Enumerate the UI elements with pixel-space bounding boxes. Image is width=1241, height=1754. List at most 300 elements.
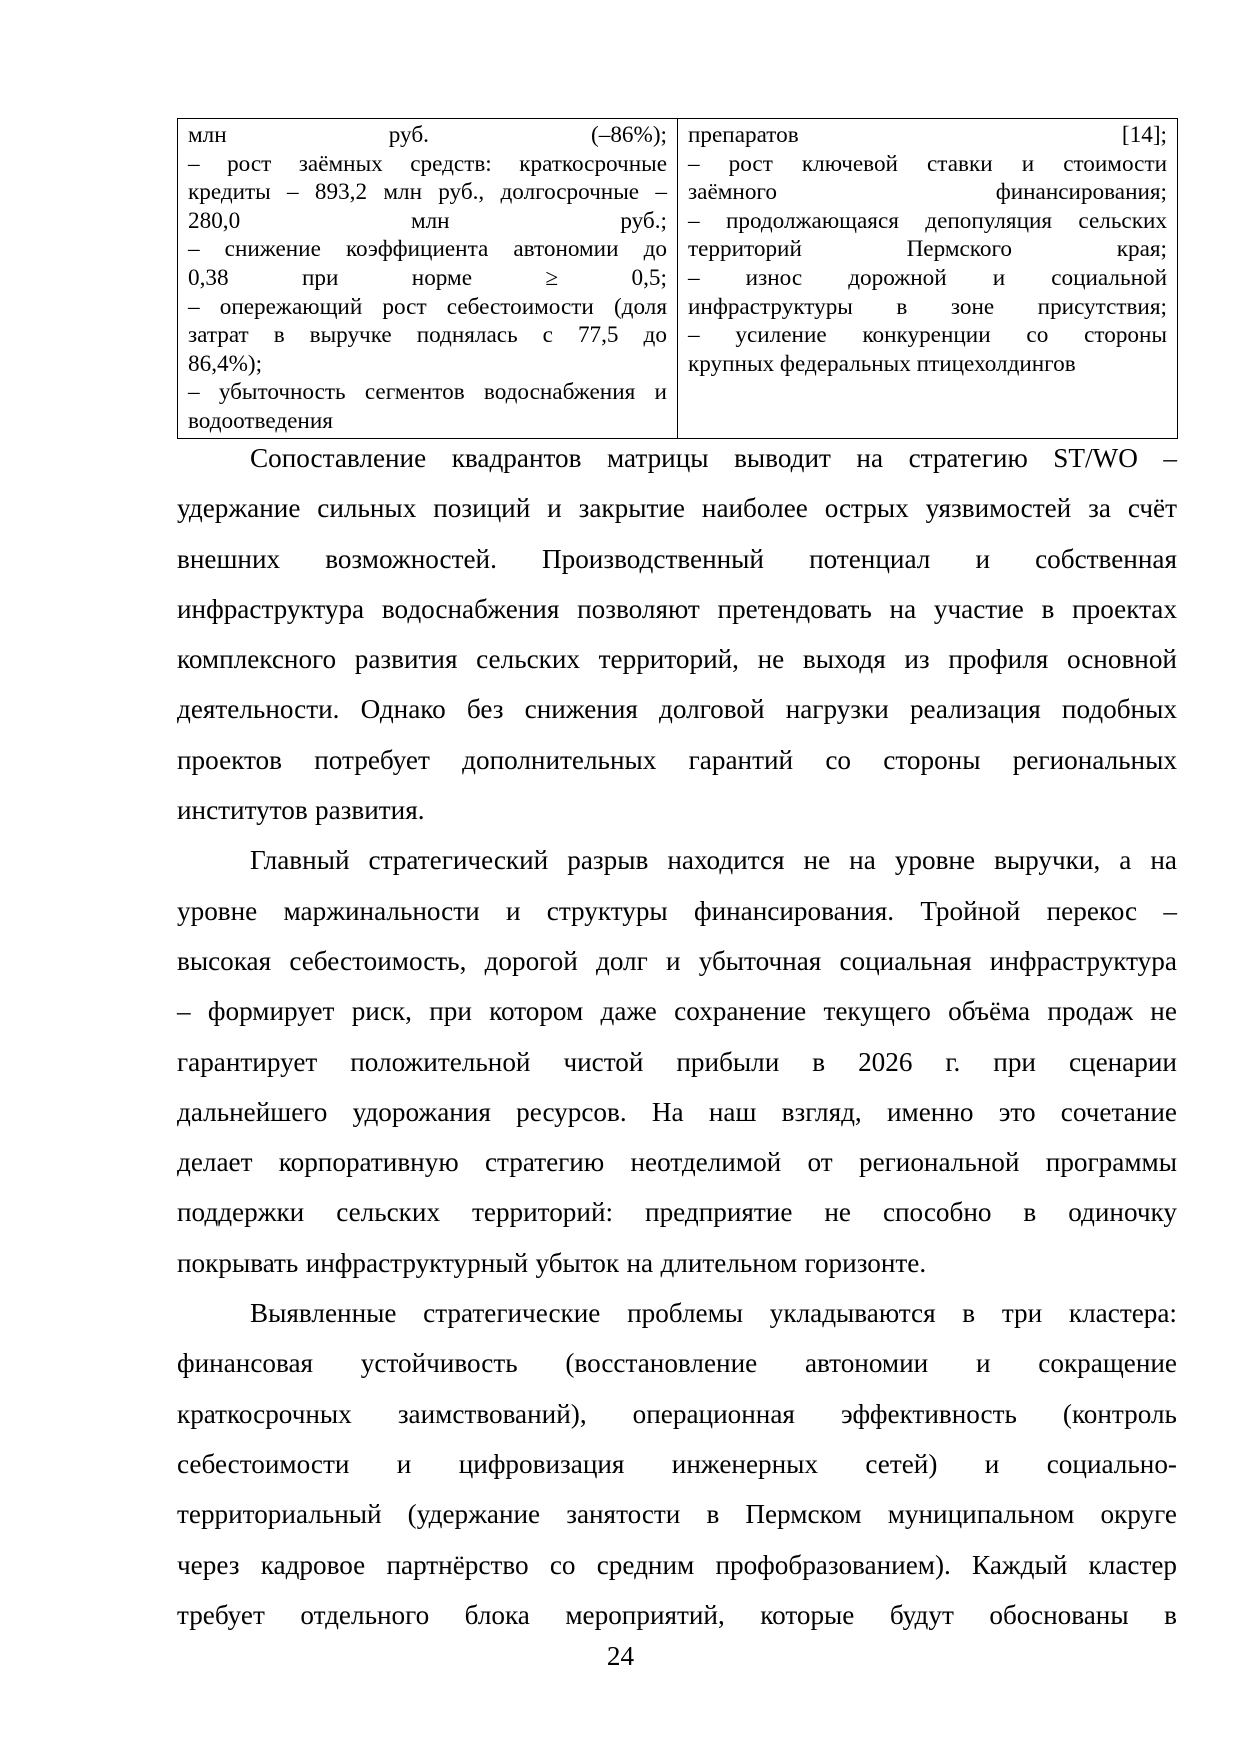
- text-line: [177, 886, 1177, 936]
- word: устойчивость: [360, 1348, 518, 1379]
- word: претендовать: [717, 593, 872, 624]
- word: не: [803, 845, 831, 876]
- word: разрыв: [567, 845, 649, 876]
- word: одиночку: [1068, 1197, 1177, 1228]
- word: потребует: [314, 744, 430, 775]
- word: руб.;: [620, 207, 667, 234]
- word: острых: [824, 493, 909, 524]
- text-line: [177, 735, 1177, 785]
- word: убыток: [535, 1247, 620, 1278]
- text-line: [177, 1439, 1177, 1489]
- word: присутствия;: [1037, 293, 1167, 320]
- word: блока: [464, 1599, 530, 1630]
- word: и: [654, 379, 667, 406]
- text-line: [177, 1489, 1177, 1539]
- threats-list: [688, 121, 1167, 378]
- word: укладываются: [769, 1298, 936, 1329]
- table-cell-line: [688, 293, 1167, 322]
- word: проектах: [1072, 593, 1177, 624]
- text-line: [177, 1037, 1177, 1087]
- page-number: 24: [606, 1641, 635, 1671]
- word: внешних: [177, 543, 281, 574]
- body-text: [177, 433, 1177, 1640]
- word: Главный: [250, 845, 350, 876]
- word: социальная: [839, 945, 972, 976]
- table-cell-line: [688, 150, 1167, 179]
- word: горизонте.: [804, 1247, 927, 1278]
- word: водоснабжения: [381, 593, 560, 624]
- word: участие: [933, 593, 1024, 624]
- word: 2026: [858, 1046, 913, 1077]
- word: институтов: [177, 795, 308, 826]
- word: снижение: [224, 236, 321, 263]
- word: инфраструктурный: [305, 1247, 529, 1278]
- word: дополнительных: [462, 744, 657, 775]
- word: и: [505, 895, 521, 926]
- word: финансовая: [177, 1348, 314, 1379]
- word: сценарии: [1068, 1046, 1177, 1077]
- word: взгляд,: [781, 1096, 862, 1127]
- word: кластер: [1088, 1549, 1177, 1580]
- table-cell-line: [188, 378, 667, 407]
- word: млн: [188, 122, 227, 148]
- word: –: [688, 150, 700, 177]
- word: структуры: [546, 895, 668, 926]
- word: программы: [1045, 1147, 1177, 1178]
- word: поддержки: [177, 1197, 305, 1228]
- word: за: [1088, 493, 1111, 524]
- word: водоснабжения: [483, 379, 636, 406]
- weaknesses-list: [188, 121, 667, 436]
- word: 893,2: [314, 179, 368, 206]
- word: дорогой: [484, 945, 578, 976]
- table-cell-line: [188, 407, 667, 436]
- text-line: [177, 584, 1177, 634]
- word: Тройной: [920, 895, 1021, 926]
- word: –: [1163, 443, 1177, 473]
- word: коэффициента: [345, 236, 489, 263]
- word: цифровизация: [458, 1448, 625, 1479]
- word: на: [849, 845, 876, 876]
- word: со: [549, 1549, 576, 1580]
- word: финансирования.: [693, 895, 895, 926]
- word: стратегию: [908, 443, 1028, 473]
- word: профиля: [948, 644, 1049, 675]
- word: На: [651, 1096, 684, 1127]
- word: 86,4%);: [188, 350, 263, 377]
- word: Сопоставление: [250, 443, 427, 473]
- word: убыточная: [698, 945, 822, 976]
- word: через: [177, 1549, 240, 1580]
- word: –: [688, 207, 700, 234]
- word: уровне: [894, 845, 976, 876]
- word: из: [904, 644, 930, 675]
- word: кредиты: [188, 179, 271, 206]
- word: млн: [410, 207, 450, 234]
- word: 0,38: [188, 264, 229, 291]
- word: территорий,: [598, 644, 739, 675]
- text-line: [177, 986, 1177, 1036]
- word: сильных: [317, 493, 417, 524]
- word: зоне: [950, 293, 995, 320]
- word: неотделимой: [630, 1147, 782, 1178]
- word: и: [975, 1348, 991, 1379]
- word: будут: [889, 1599, 954, 1630]
- table-cell-line: [688, 207, 1167, 236]
- word: стратегические: [423, 1298, 601, 1329]
- word: матрицы: [606, 443, 709, 473]
- word: уязвимостей: [925, 493, 1072, 524]
- word: способно: [882, 1197, 992, 1228]
- word: котором: [489, 996, 584, 1027]
- word: и: [975, 543, 990, 574]
- word: выводит: [734, 443, 831, 473]
- word: рост: [728, 150, 773, 177]
- word: стороны: [883, 744, 981, 775]
- text-line: [177, 835, 1177, 885]
- word: инфраструктура: [989, 945, 1177, 976]
- word: кадровое: [260, 1549, 366, 1580]
- word: объёма: [948, 996, 1031, 1027]
- word: 0,5;: [631, 264, 667, 291]
- word: обоснованы: [989, 1599, 1129, 1630]
- table-cell-threats: [678, 119, 1178, 439]
- word: –: [287, 179, 299, 206]
- word: выручке: [309, 322, 392, 349]
- word: делает: [177, 1147, 253, 1178]
- word: заёмных: [298, 150, 383, 177]
- table-cell-line: [188, 321, 667, 350]
- word: ≥: [545, 264, 559, 291]
- word: ST/WO: [1053, 443, 1138, 473]
- paragraph: [177, 1288, 1177, 1640]
- word: заёмного: [688, 179, 777, 206]
- word: мероприятий,: [565, 1599, 725, 1630]
- text-line: [177, 1590, 1177, 1640]
- word: при: [993, 1046, 1036, 1077]
- word: наш: [708, 1096, 757, 1127]
- word: инженерных: [671, 1448, 819, 1479]
- word: (удержание: [407, 1499, 541, 1530]
- word: –: [1163, 895, 1177, 926]
- word: усиление: [735, 322, 827, 349]
- word: три: [1001, 1298, 1043, 1329]
- word: млн: [383, 179, 422, 206]
- word: подобных: [1061, 694, 1177, 725]
- word: опережающий: [219, 293, 363, 320]
- word: выручки,: [994, 845, 1101, 876]
- word: при: [429, 996, 472, 1027]
- text-line: [177, 1540, 1177, 1590]
- word: средним: [596, 1549, 695, 1580]
- table-row: [178, 119, 1178, 439]
- table-cell-line: [188, 150, 667, 179]
- word: норме: [411, 264, 472, 291]
- word: со: [825, 744, 852, 775]
- word: корпоративную: [278, 1147, 459, 1178]
- word: автономии: [513, 236, 619, 263]
- paragraph: [177, 835, 1177, 1288]
- text-line: [177, 684, 1177, 734]
- word: при: [301, 264, 339, 291]
- word: рост: [227, 150, 272, 177]
- word: средств:: [410, 150, 492, 177]
- word: территорий:: [472, 1197, 614, 1228]
- word: водоотведения: [188, 407, 333, 434]
- word: эффективность: [840, 1398, 1017, 1429]
- word: (доля: [613, 293, 667, 320]
- word: убыточность: [218, 379, 346, 406]
- word: в: [273, 322, 285, 349]
- word: в: [962, 1298, 976, 1329]
- table-cell-line: [688, 235, 1167, 264]
- text-line: [177, 1238, 1177, 1288]
- word: не: [757, 644, 785, 675]
- word: (–86%);: [591, 122, 667, 148]
- word: потенциал: [809, 543, 931, 574]
- word: затрат: [188, 322, 249, 349]
- word: отдельного: [300, 1599, 430, 1630]
- word: поднялась: [416, 322, 518, 349]
- word: крупных федеральных птицехолдингов: [688, 350, 1076, 377]
- word: именно: [886, 1096, 974, 1127]
- word: стоимости: [1063, 150, 1167, 177]
- word: покрывать: [177, 1247, 299, 1278]
- word: в: [706, 1499, 720, 1530]
- word: выходя: [802, 644, 886, 675]
- word: [14];: [1121, 122, 1167, 148]
- word: –: [688, 322, 700, 349]
- word: находится: [667, 845, 785, 876]
- word: краткосрочные: [519, 150, 667, 177]
- word: в: [1164, 1599, 1177, 1630]
- word: конкуренции: [862, 322, 991, 349]
- word: социально-: [1046, 1448, 1177, 1479]
- word: сохранение: [674, 996, 807, 1027]
- word: продолжающаяся: [725, 207, 899, 234]
- word: до: [643, 322, 667, 349]
- word: проблемы: [627, 1298, 744, 1329]
- word: краткосрочных: [177, 1398, 352, 1429]
- word: 280,0: [188, 207, 241, 234]
- word: (восстановление: [565, 1348, 758, 1379]
- word: проектов: [177, 744, 282, 775]
- word: кластера:: [1068, 1298, 1177, 1329]
- word: заимствований),: [397, 1398, 587, 1429]
- word: в: [896, 293, 908, 320]
- word: закрытие: [578, 493, 685, 524]
- word: продаж: [1047, 996, 1134, 1027]
- text-line: [177, 534, 1177, 584]
- table-cell-line: [188, 178, 667, 207]
- text-line: [177, 1087, 1177, 1137]
- table-cell-line: [188, 207, 667, 236]
- table-cell-line: [188, 121, 667, 150]
- word: позиций: [433, 493, 531, 524]
- word: Однако: [360, 694, 446, 725]
- table-cell-line: [188, 350, 667, 379]
- text-line: [177, 1288, 1177, 1338]
- word: долговой: [659, 694, 765, 725]
- table-cell-line: [688, 121, 1167, 150]
- word: (контроль: [1062, 1398, 1177, 1429]
- word: износ: [745, 264, 803, 291]
- word: себестоимость,: [289, 945, 467, 976]
- table-cell-line: [188, 235, 667, 264]
- word: ключевой: [801, 150, 898, 177]
- text-line: [177, 634, 1177, 684]
- word: сельских: [1078, 207, 1167, 234]
- word: себестоимости: [446, 293, 594, 320]
- word: Каждый: [972, 1549, 1068, 1580]
- word: региональных: [1012, 744, 1177, 775]
- swot-table-continuation: [177, 118, 1178, 439]
- word: предприятие: [645, 1197, 793, 1228]
- word: на: [889, 593, 917, 624]
- word: Производственный: [541, 543, 764, 574]
- word: –: [177, 996, 191, 1027]
- text-line: [177, 1389, 1177, 1439]
- word: и: [992, 264, 1006, 291]
- word: –: [188, 379, 200, 406]
- word: не: [1150, 996, 1177, 1027]
- word: 77,5: [577, 322, 619, 349]
- table-cell-line: [688, 264, 1167, 293]
- word: –: [188, 236, 200, 263]
- word: деятельности.: [177, 694, 340, 725]
- word: сегментов: [364, 379, 465, 406]
- word: возможностей.: [325, 543, 497, 574]
- word: в: [812, 1046, 826, 1077]
- word: до: [643, 236, 667, 263]
- table-cell-line: [188, 293, 667, 322]
- word: нагрузки: [785, 694, 889, 725]
- table-cell-line: [688, 350, 1167, 379]
- word: дорожной: [848, 264, 947, 291]
- word: территорий: [688, 236, 802, 263]
- text-line: [177, 433, 1177, 483]
- table-cell-line: [688, 321, 1167, 350]
- word: г.: [945, 1046, 961, 1077]
- word: без: [466, 694, 504, 725]
- word: –: [188, 150, 200, 177]
- word: и: [547, 493, 562, 524]
- word: гарантий: [688, 744, 794, 775]
- paragraph: [177, 433, 1177, 835]
- word: долгосрочные: [500, 179, 640, 206]
- word: даже: [600, 996, 657, 1027]
- word: края;: [1116, 236, 1167, 263]
- word: Выявленные: [250, 1298, 397, 1329]
- word: квадрантов: [451, 443, 582, 473]
- word: инфраструктуры: [688, 293, 853, 320]
- text-line: [177, 483, 1177, 533]
- word: региональной: [858, 1147, 1020, 1178]
- word: длительном: [660, 1247, 798, 1278]
- word: комплексного: [177, 644, 337, 675]
- word: на: [626, 1247, 654, 1278]
- word: депопуляция: [925, 207, 1053, 234]
- word: стратегию: [484, 1147, 605, 1178]
- word: и: [1021, 150, 1035, 177]
- word: округе: [1100, 1499, 1177, 1530]
- word: препаратов: [688, 122, 799, 148]
- word: дальнейшего: [177, 1096, 328, 1127]
- word: счёт: [1127, 493, 1177, 524]
- table-cell-weaknesses: [178, 119, 678, 439]
- word: а: [1119, 845, 1132, 876]
- word: на: [1150, 845, 1177, 876]
- word: инфраструктура: [177, 593, 365, 624]
- word: с: [542, 322, 553, 349]
- word: –: [655, 179, 667, 206]
- word: удержание: [177, 493, 301, 524]
- word: не: [824, 1197, 851, 1228]
- word: Пермского: [906, 236, 1013, 263]
- word: сочетание: [1060, 1096, 1177, 1127]
- word: риск,: [351, 996, 412, 1027]
- word: маржинальности: [283, 895, 480, 926]
- word: чистой: [563, 1046, 644, 1077]
- word: рост: [382, 293, 427, 320]
- word: себестоимости: [177, 1448, 350, 1479]
- word: наиболее: [701, 493, 808, 524]
- word: территориальный: [177, 1499, 382, 1530]
- word: реализация: [909, 694, 1041, 725]
- word: и: [665, 945, 681, 976]
- text-line: [177, 1137, 1177, 1187]
- word: партнёрство: [386, 1549, 529, 1580]
- word: финансирования;: [995, 179, 1167, 206]
- word: сельских: [476, 644, 581, 675]
- word: на: [856, 443, 884, 473]
- word: уровне: [177, 895, 258, 926]
- word: которые: [760, 1599, 855, 1630]
- table-cell-line: [688, 178, 1167, 207]
- word: в: [1041, 593, 1055, 624]
- word: Пермском: [745, 1499, 862, 1530]
- word: прибыли: [676, 1046, 780, 1077]
- word: и: [396, 1448, 412, 1479]
- word: основной: [1066, 644, 1177, 675]
- word: –: [688, 264, 700, 291]
- word: долг: [595, 945, 648, 976]
- word: автономии: [804, 1348, 929, 1379]
- word: стороны: [1084, 322, 1167, 349]
- word: стратегический: [368, 845, 549, 876]
- text-line: [177, 1187, 1177, 1237]
- word: от: [807, 1147, 833, 1178]
- word: развития: [354, 644, 458, 675]
- word: и: [984, 1448, 1000, 1479]
- word: –: [188, 293, 200, 320]
- word: ресурсов.: [516, 1096, 627, 1127]
- word: со: [1026, 322, 1049, 349]
- word: руб.,: [438, 179, 485, 206]
- word: операционная: [632, 1398, 795, 1429]
- word: позволяют: [577, 593, 700, 624]
- word: профобразованием).: [715, 1549, 951, 1580]
- word: занятости: [566, 1499, 681, 1530]
- text-line: [177, 785, 1177, 835]
- word: гарантирует: [177, 1046, 318, 1077]
- word: сельских: [336, 1197, 441, 1228]
- word: развития.: [315, 795, 425, 826]
- word: снижения: [524, 694, 638, 725]
- word: положительной: [350, 1046, 531, 1077]
- word: руб.: [388, 122, 429, 148]
- word: в: [1023, 1197, 1037, 1228]
